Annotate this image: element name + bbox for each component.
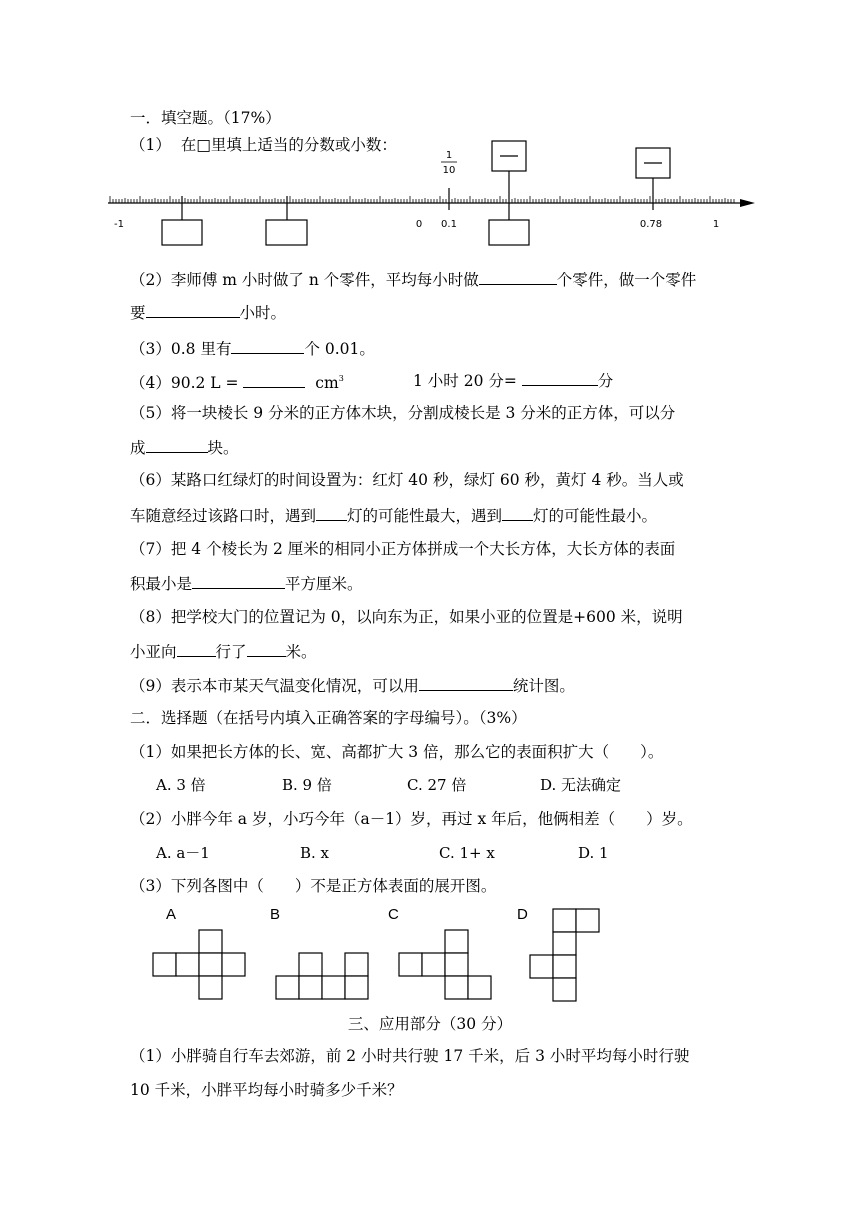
q4-unit-sup: 3 — [338, 374, 344, 383]
s2-q1-option-d[interactable]: D. 无法确定 — [540, 776, 622, 794]
cube-nets-figure — [0, 900, 860, 1010]
q4-blank-1[interactable] — [243, 371, 305, 388]
number-line-arrow — [740, 199, 755, 207]
q5-part-c: 块。 — [207, 439, 239, 457]
q7-blank[interactable] — [192, 572, 285, 589]
q8-line1: （8）把学校大门的位置记为 0，以向东为正，如果小亚的位置是+600 米，说明 — [130, 608, 683, 626]
q4-part-a: （4）90.2 L = — [130, 374, 244, 392]
q9-part-b: 统计图。 — [512, 677, 575, 695]
label-0.1: 0.1 — [441, 219, 457, 230]
q2-part-a: （2）李师傅 m 小时做了 n 个零件，平均每小时做 — [130, 271, 479, 289]
q7-line1: （7）把 4 个棱长为 2 厘米的相同小正方体拼成一个大长方体，大长方体的表面 — [130, 540, 676, 558]
answer-box-below-3[interactable] — [489, 220, 529, 245]
s2-q2-option-d[interactable]: D. 1 — [578, 844, 609, 862]
section2-title: 二．选择题（在括号内填入正确答案的字母编号）。（3%） — [130, 709, 527, 727]
s2-q1-option-b[interactable]: B. 9 倍 — [282, 776, 332, 794]
q6-part-d: 灯的可能性最小。 — [533, 507, 658, 525]
q8-blank-1[interactable] — [177, 640, 216, 657]
q8-blank-2[interactable] — [247, 640, 286, 657]
net-label-d: D — [517, 906, 528, 923]
q9-part-a: （9）表示本市某天气温变化情况，可以用 — [130, 677, 419, 695]
q3-blank[interactable] — [231, 337, 304, 354]
s2-q2-option-b[interactable]: B. x — [300, 844, 330, 862]
q6-line2 — [130, 504, 657, 526]
net-label-c: C — [388, 906, 399, 923]
q7-part-c: 平方厘米。 — [285, 575, 363, 593]
q5-blank[interactable] — [146, 436, 208, 453]
q4-blank-2[interactable] — [522, 369, 598, 386]
s2-q1-option-a[interactable]: A. 3 倍 — [156, 776, 206, 794]
s2-q2-text: （2）小胖今年 a 岁，小巧今年（a－1）岁，再过 x 年后，他俩相差（ ）岁。 — [130, 810, 693, 828]
number-line-ticks — [110, 196, 734, 203]
q4-part-b: 1 小时 20 分= — [413, 372, 522, 390]
q6-blank-1[interactable] — [316, 504, 347, 521]
s2-q2-option-a[interactable]: A. a－1 — [156, 844, 210, 862]
net-b[interactable] — [276, 953, 368, 999]
q4-line — [130, 369, 344, 393]
q2-blank-1[interactable] — [479, 268, 557, 285]
s2-q2-option-c[interactable]: C. 1+ x — [439, 844, 495, 862]
s3-q1-line2: 10 千米，小胖平均每小时骑多少千米？ — [130, 1081, 403, 1099]
s2-q1-option-c[interactable]: C. 27 倍 — [407, 776, 467, 794]
net-a[interactable] — [153, 930, 245, 999]
q1-text: 在□里填上适当的分数或小数： — [180, 136, 397, 154]
fraction-numerator: 1 — [445, 150, 453, 161]
section3-title: 三、应用部分（30 分） — [347, 1015, 513, 1033]
q1-prefix: （1） — [130, 136, 171, 154]
q2-part-b: 个零件，做一个零件 — [556, 271, 697, 289]
q2-line1 — [130, 268, 696, 290]
label-zero: 0 — [415, 219, 423, 230]
q3-line — [130, 337, 375, 359]
fraction-denominator: 10 — [442, 165, 456, 176]
number-line-figure — [0, 140, 860, 260]
q8-line2 — [130, 640, 317, 662]
net-d[interactable] — [530, 909, 599, 1001]
s3-q1-line1: （1）小胖骑自行车去郊游，前 2 小时共行驶 17 千米，后 3 小时平均每小时行驶 — [130, 1047, 690, 1065]
q9-line — [130, 674, 575, 696]
q4-unit: cm — [315, 374, 339, 392]
q5-part-b: 成 — [130, 439, 146, 457]
q2-blank-2[interactable] — [146, 301, 240, 318]
q6-part-c: 灯的可能性最大，遇到 — [347, 507, 503, 525]
s2-q1-text: （1）如果把长方体的长、宽、高都扩大 3 倍，那么它的表面积扩大（ ）。 — [130, 743, 664, 761]
net-c[interactable] — [399, 930, 491, 999]
q6-blank-2[interactable] — [502, 504, 533, 521]
q3-part-b: 个 0.01。 — [304, 340, 375, 358]
q6-part-b: 车随意经过该路口时，遇到 — [130, 507, 317, 525]
section1-title: 一．填空题。（17%） — [130, 109, 281, 127]
label-one: 1 — [712, 219, 720, 230]
q6-line1: （6）某路口红绿灯的时间设置为：红灯 40 秒，绿灯 60 秒，黄灯 4 秒。当人或 — [130, 471, 684, 489]
net-label-a: A — [166, 906, 177, 923]
q4-line-right — [413, 369, 613, 391]
answer-box-below-1[interactable] — [162, 220, 202, 245]
s2-q3-text: （3）下列各图中（ ）不是正方体表面的展开图。 — [130, 877, 497, 895]
net-label-b: B — [270, 906, 281, 923]
q7-line2 — [130, 572, 363, 594]
q2-line2 — [130, 301, 286, 323]
label-minus1: -1 — [114, 219, 124, 230]
q2-part-c: 要 — [130, 304, 146, 322]
q8-part-c: 行了 — [215, 643, 247, 661]
label-0.78: 0.78 — [639, 219, 663, 230]
q9-blank[interactable] — [419, 674, 513, 691]
q5-line2 — [130, 436, 239, 458]
q2-part-d: 小时。 — [239, 304, 287, 322]
q3-part-a: （3）0.8 里有 — [130, 340, 232, 358]
q8-part-b: 小亚向 — [130, 643, 177, 661]
q4-part-c: 分 — [597, 372, 614, 390]
q5-line1: （5）将一块棱长 9 分米的正方体木块，分割成棱长是 3 分米的正方体，可以分 — [130, 404, 676, 422]
q7-part-b: 积最小是 — [130, 575, 193, 593]
answer-box-below-2[interactable] — [266, 220, 307, 245]
q8-part-d: 米。 — [285, 643, 317, 661]
